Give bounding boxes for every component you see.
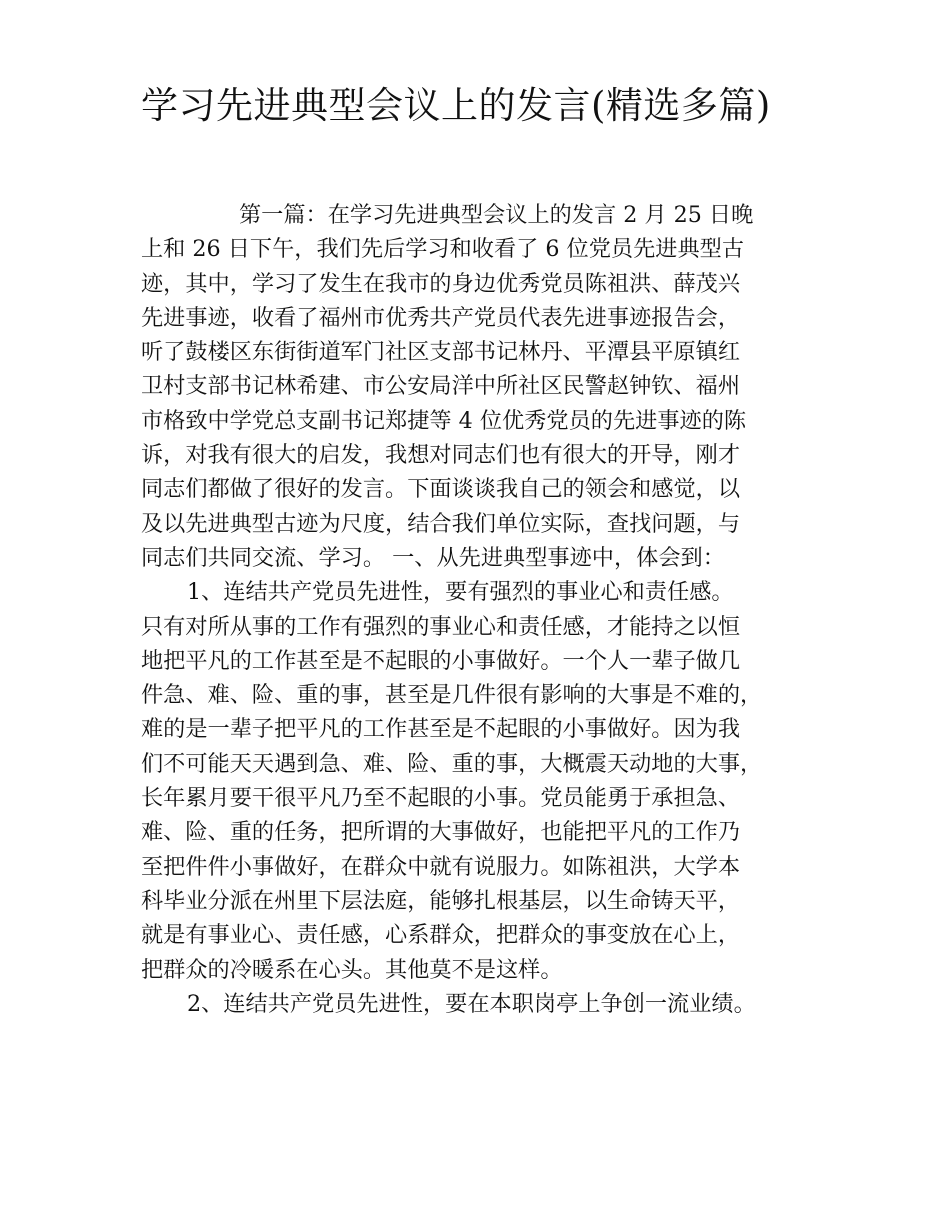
text-line: 上和 26 日下午，我们先后学习和收看了 6 位党员先进典型古 xyxy=(141,236,745,263)
text-line: 及以先进典型古迹为尺度，结合我们单位实际，查找问题，与 xyxy=(141,510,741,537)
text-line: 长年累月要干很平凡乃至不起眼的小事。党员能勇于承担急、 xyxy=(141,785,741,812)
text-line: 市格致中学党总支副书记郑捷等 4 位优秀党员的先进事迹的陈 xyxy=(141,407,747,434)
paragraph-first-article xyxy=(141,198,819,575)
text-line: 就是有事业心、责任感，心系群众，把群众的事变放在心上， xyxy=(141,922,741,949)
text-line: 地把平凡的工作甚至是不起眼的小事做好。一个人一辈子做几 xyxy=(141,647,741,674)
text-line: 把群众的冷暖系在心头。其他莫不是这样。 xyxy=(141,956,563,983)
text-line: 卫村支部书记林希建、市公安局洋中所社区民警赵钟钦、福州 xyxy=(141,373,741,400)
text-line: 同志们共同交流、学习。 一、从先进典型事迹中，体会到： xyxy=(141,544,725,571)
text-line: 听了鼓楼区东街街道军门社区支部书记林丹、平潭县平原镇红 xyxy=(141,339,741,366)
text-line: 至把件件小事做好，在群众中就有说服力。如陈祖洪，大学本 xyxy=(141,853,741,880)
text-line: 们不可能天天遇到急、难、险、重的事，大概震天动地的大事， xyxy=(141,750,763,777)
document-title: 学习先进典型会议上的发言(精选多篇) xyxy=(141,84,771,127)
text-line: 科毕业分派在州里下层法庭，能够扎根基层，以生命铸天平， xyxy=(141,887,741,914)
text-line: 件急、难、险、重的事，甚至是几件很有影响的大事是不难的， xyxy=(141,682,763,709)
text-line: 只有对所从事的工作有强烈的事业心和责任感，才能持之以恒 xyxy=(141,613,741,640)
paragraph-point-two xyxy=(141,987,819,1021)
paragraph-point-one xyxy=(141,575,819,987)
text-line: 诉，对我有很大的启发，我想对同志们也有很大的开导，刚才 xyxy=(141,442,741,469)
text-line: 难的是一辈子把平凡的工作甚至是不起眼的小事做好。因为我 xyxy=(141,716,741,743)
text-line: 先进事迹，收看了福州市优秀共产党员代表先进事迹报告会， xyxy=(141,304,741,331)
document-body xyxy=(141,198,819,1021)
text-line: 迹，其中，学习了发生在我市的身边优秀党员陈祖洪、薛茂兴 xyxy=(141,270,741,297)
text-line: 2、连结共产党员先进性，要在本职岗亭上争创一流业绩。 xyxy=(187,990,756,1017)
text-line: 1、连结共产党员先进性，要有强烈的事业心和责任感。 xyxy=(187,579,734,606)
text-line: 第一篇：在学习先进典型会议上的发言 2 月 25 日晚 xyxy=(239,202,754,228)
text-line: 难、险、重的任务，把所谓的大事做好，也能把平凡的工作乃 xyxy=(141,819,741,846)
text-line: 同志们都做了很好的发言。下面谈谈我自己的领会和感觉，以 xyxy=(141,476,741,503)
